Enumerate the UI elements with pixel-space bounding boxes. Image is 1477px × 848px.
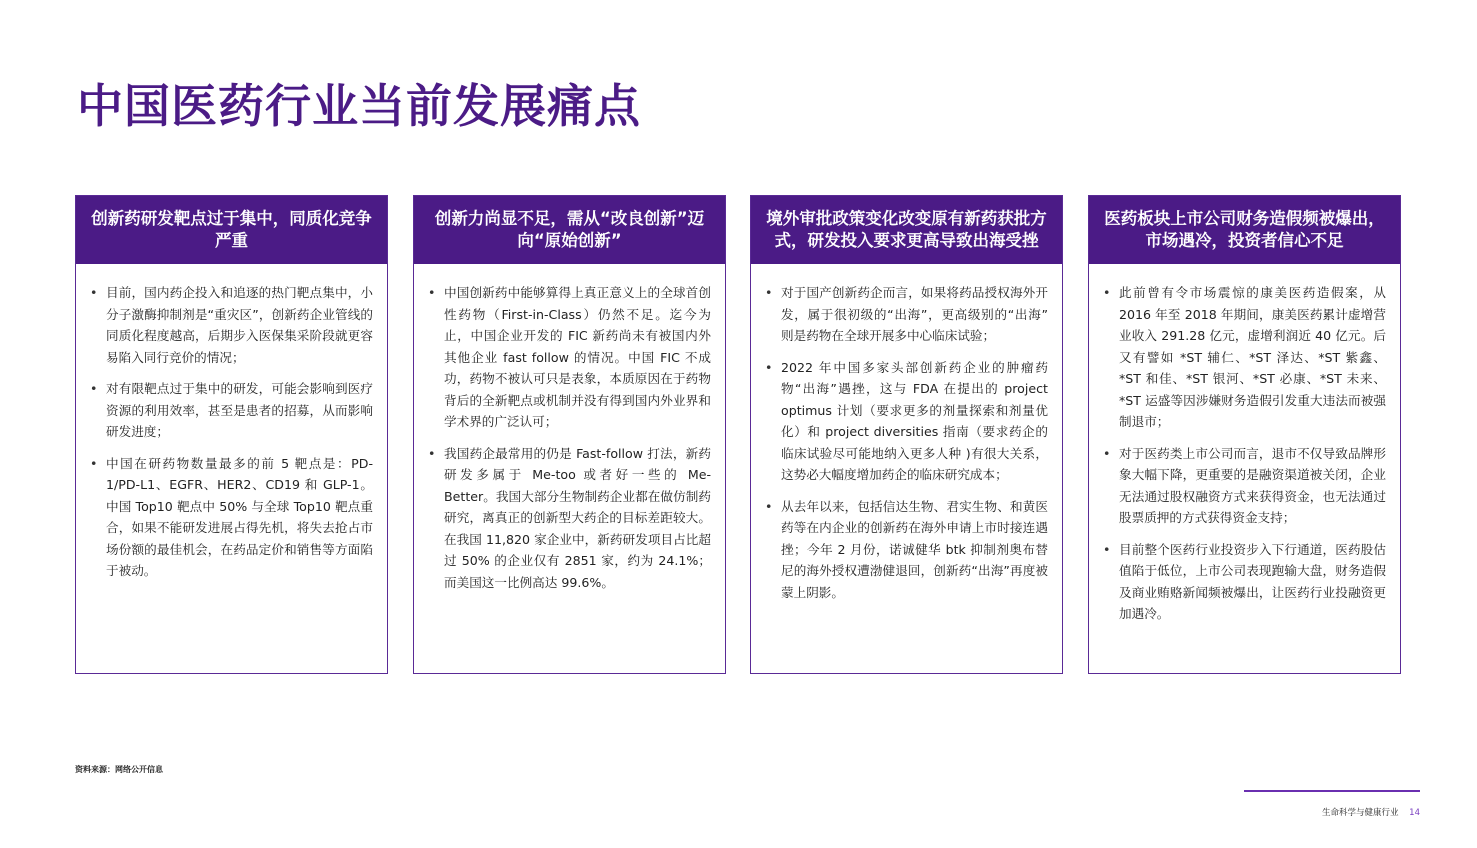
card-body [414,264,725,593]
bullet-item: • 我国药企最常用的仍是 Fast-follow 打法，新药研发多属于 Me-too 或者好一些的 Me-Better。我国大部分生物制药企业都在做仿制药研究，离真正的创新型大药企的目标差距较大。在我国 11,820 家企业中，新药研发项目占比超过 50% 的企业仅有 2851 家，约为 24.1%；而美国这一比例高达 99.6%。 [428,443,711,594]
page-footer [1322,806,1420,818]
card-innovation [413,195,726,674]
card-overseas-approval [750,195,1063,674]
bullet-item: • 此前曾有令市场震惊的康美医药造假案，从 2016 年至 2018 年期间，康美医药累计虚增营业收入 291.28 亿元，虚增利润近 40 亿元。后又有譬如 *ST 辅仁、*ST 泽达、*ST 紫鑫、*ST 和佳、*ST 银河、*ST 必康、*ST 未来、*ST 运盛等因涉嫌财务造假引发重大违法而被强制退市； [1103,282,1386,433]
bullet-item: • 对于国产创新药企而言，如果将药品授权海外开发，属于很初级的“出海”，更高级别的“出海” 则是药物在全球开展多中心临床试验； [765,282,1048,347]
page-number: 14 [1409,808,1420,818]
bullet-item: • 目前整个医药行业投资步入下行通道，医药股估值陷于低位，上市公司表现跑输大盘，财务造假及商业贿赂新闻频被爆出，让医药行业投融资更加遇冷。 [1103,539,1386,625]
footer-label: 生命科学与健康行业 [1321,808,1399,818]
bullet-list [90,282,373,582]
bullet-list [428,282,711,593]
card-header: 创新力尚显不足，需从“改良创新”迈向“原始创新” [414,196,725,264]
card-financial-fraud [1088,195,1401,674]
card-body [76,264,387,582]
card-header: 医药板块上市公司财务造假频被爆出，市场遇冷，投资者信心不足 [1089,196,1400,264]
bullet-item: • 2022 年中国多家头部创新药企业的肿瘤药物“出海”遇挫，这与 FDA 在提出的 project optimus 计划（要求更多的剂量探索和剂量优化）和 project diversities 指南（要求药企的临床试验尽可能地纳入更多人种 )有很大关系，这势必大幅度增加药企的临床研究成本； [765,357,1048,486]
page-title: 中国医药行业当前发展痛点 [77,79,641,133]
bullet-item: • 目前，国内药企投入和追逐的热门靶点集中，小分子激酶抑制剂是“重灾区”，创新药企业管线的同质化程度越高，后期步入医保集采阶段就更容易陷入同行竞价的情况； [90,282,373,368]
bullet-list [1103,282,1386,625]
card-body [1089,264,1400,625]
card-header: 境外审批政策变化改变原有新药获批方式，研发投入要求更高导致出海受挫 [751,196,1062,264]
bullet-item: • 对有限靶点过于集中的研发，可能会影响到医疗资源的利用效率，甚至是患者的招募，从而影响研发进度； [90,378,373,443]
source-note: 资料来源：网络公开信息 [75,765,163,774]
bullet-item: • 中国在研药物数量最多的前 5 靶点是：PD-1/PD-L1、EGFR、HER2、CD19 和 GLP-1。中国 Top10 靶点中 50% 与全球 Top10 靶点重合，如果不能研发进展占得先机，将失去抢占市场份额的最佳机会，在药品定价和销售等方面陷于被动。 [90,453,373,582]
footer-divider [1244,790,1420,792]
card-body [751,264,1062,603]
card-rd-targets [75,195,388,674]
bullet-item: • 中国创新药中能够算得上真正意义上的全球首创性药物（First-in-Class）仍然不足。迄今为止，中国企业开发的 FIC 新药尚未有被国内外其他企业 fast follow 的情况。中国 FIC 不成功，药物不被认可只是表象，本质原因在于药物背后的全新靶点或机制并没有得到国内外业界和学术界的广泛认可； [428,282,711,433]
card-header: 创新药研发靶点过于集中，同质化竞争严重 [76,196,387,264]
bullet-item: • 从去年以来，包括信达生物、君实生物、和黄医药等在内企业的创新药在海外申请上市时接连遇挫；今年 2 月份，诺诚健华 btk 抑制剂奥布替尼的海外授权遭渤健退回，创新药“出海”再度被蒙上阴影。 [765,496,1048,604]
pain-point-cards [75,195,1403,676]
bullet-item: • 对于医药类上市公司而言，退市不仅导致品牌形象大幅下降，更重要的是融资渠道被关闭，企业无法通过股权融资方式来获得资金，也无法通过股票质押的方式获得资金支持； [1103,443,1386,529]
bullet-list [765,282,1048,603]
